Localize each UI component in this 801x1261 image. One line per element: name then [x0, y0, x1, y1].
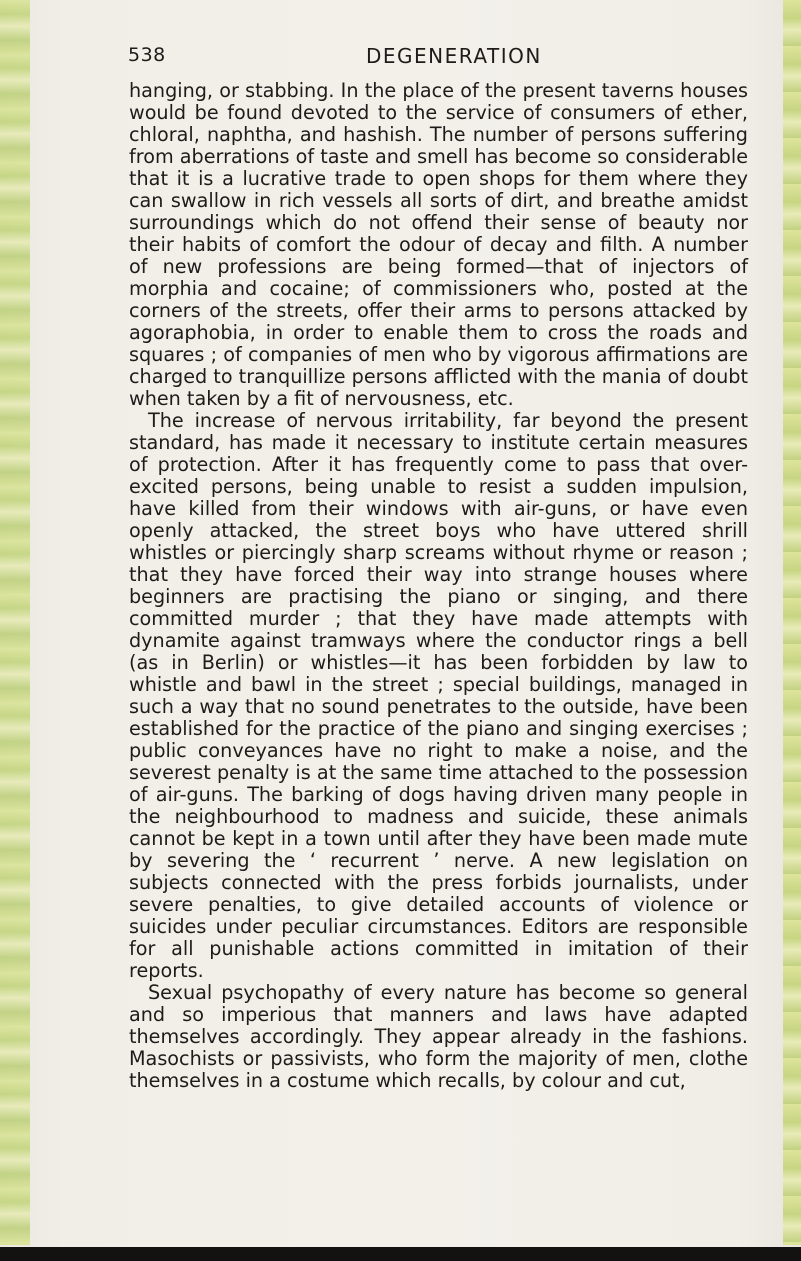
page-number: 538: [128, 44, 166, 66]
running-title: DEGENERATION: [366, 44, 542, 68]
page-edge-left: [0, 0, 30, 1245]
page-edge-right: [783, 0, 801, 1245]
bottom-edge-shadow: [0, 1247, 801, 1261]
body-text: [129, 80, 748, 1092]
running-head: [128, 44, 748, 72]
paragraph-2: The increase of nervous irritability, far beyond the present standard, has made it necessary to institute certain measures of protection. After it has frequently come to pass that over-excited persons, being unable to resist a sudden impulsion, have killed from their windows with air-guns, or have even openly attacked, the street boys who have uttered shrill whistles or piercingly sharp screams without rhyme or reason ; that they have forced their way into strange houses where beginners are practising the piano or singing, and there committed murder ; that they have made attempts with dynamite against tramways where the conductor rings a bell (as in Berlin) or whistles—it has been forbidden by law to whistle and bawl in the street ; special buildings, managed in such a way that no sound penetrates to the outside, have been established for the practice of the piano and singing exercises ; public conveyances have no right to make a noise, and the severest penalty is at the same time attached to the possession of air-guns. The barking of dogs having driven many people in the neighbourhood to madness and suicide, these animals cannot be kept in a town until after they have been made mute by severing the ‘ recurrent ’ nerve. A new legislation on subjects connected with the press forbids journalists, under severe penalties, to give detailed accounts of violence or suicides under peculiar circumstances. Editors are responsible for all punishable actions committed in imitation of their reports.: [129, 409, 748, 982]
paragraph-3: Sexual psychopathy of every nature has become so general and so imperious that manners and laws have adapted themselves accordingly. They appear already in the fashions. Masochists or passivists, who form the majority of men, clothe themselves in a costume which recalls, by colour and cut,: [129, 981, 748, 1092]
paragraph-1: hanging, or stabbing. In the place of the present taverns houses would be found devoted to the service of consumers of ether, chloral, naphtha, and hashish. The number of persons suffering from aberrations of taste and smell has become so considerable that it is a lucrative trade to open shops for them where they can swallow in rich vessels all sorts of dirt, and breathe amidst surroundings which do not offend their sense of beauty nor their habits of comfort the odour of decay and filth. A number of new professions are being formed—that of injectors of morphia and cocaine; of commissioners who, posted at the corners of the streets, offer their arms to persons attacked by agoraphobia, in order to enable them to cross the roads and squares ; of companies of men who by vigorous affirmations are charged to tranquillize persons afflicted with the mania of doubt when taken by a fit of nervousness, etc.: [129, 79, 748, 410]
